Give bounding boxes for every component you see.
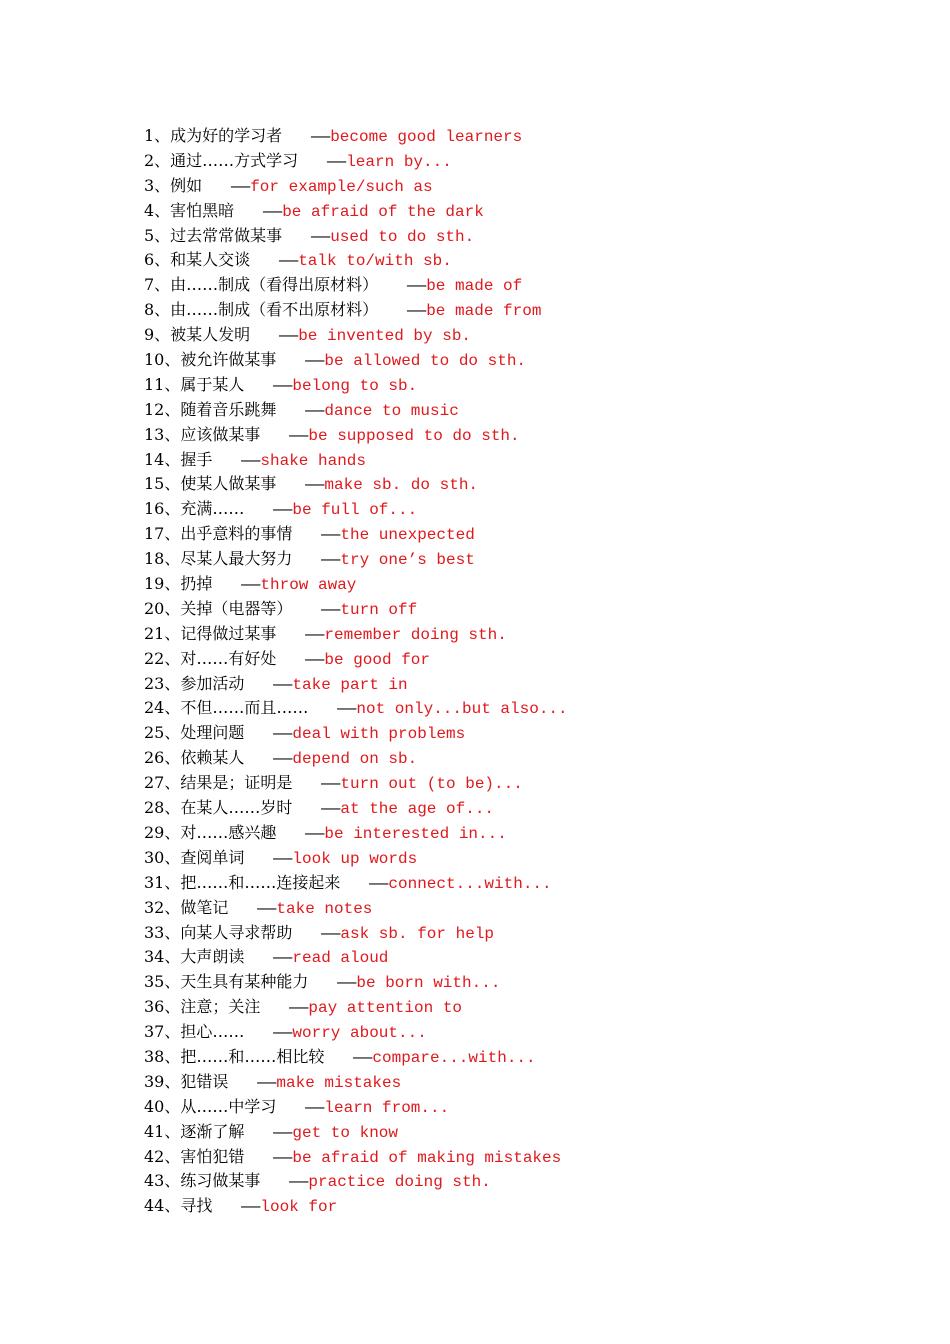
- english-phrase: at the age of...: [340, 800, 495, 819]
- english-phrase: deal with problems: [292, 725, 466, 744]
- chinese-phrase: 36、注意；关注: [144, 997, 261, 1017]
- separator-dash: ——: [212, 451, 261, 470]
- separator-dash: ——: [308, 700, 357, 719]
- chinese-phrase: 23、参加活动: [144, 673, 245, 693]
- english-phrase: become good learners: [330, 128, 523, 146]
- chinese-phrase: 44、寻找: [144, 1196, 213, 1216]
- separator-dash: ——: [228, 1073, 277, 1092]
- phrase-entry: [144, 696, 924, 721]
- phrase-entry: [144, 398, 924, 423]
- chinese-phrase: 37、担心……: [144, 1022, 245, 1042]
- chinese-phrase: 29、对……感兴趣: [144, 822, 277, 842]
- separator-dash: ——: [244, 1123, 293, 1142]
- english-phrase: take notes: [276, 899, 373, 918]
- separator-dash: ——: [260, 999, 309, 1018]
- phrase-entry: [144, 647, 924, 672]
- separator-dash: ——: [244, 725, 293, 744]
- english-phrase: shake hands: [260, 451, 367, 470]
- chinese-phrase: 19、扔掉: [144, 574, 213, 594]
- separator-dash: ——: [212, 576, 261, 595]
- separator-dash: ——: [250, 252, 299, 271]
- chinese-phrase: 24、不但……而且……: [144, 698, 309, 718]
- chinese-phrase: 32、做笔记: [144, 897, 229, 917]
- chinese-phrase: 22、对……有好处: [144, 648, 277, 668]
- separator-dash: ——: [340, 874, 389, 893]
- chinese-phrase: 33、向某人寻求帮助: [144, 922, 293, 942]
- english-phrase: make sb. do sth.: [324, 476, 479, 495]
- english-phrase: be born with...: [356, 974, 501, 993]
- english-phrase: be supposed to do sth.: [308, 426, 520, 445]
- phrase-entry: [144, 298, 924, 323]
- phrase-entry: [144, 1169, 924, 1194]
- phrase-entry: [144, 1095, 924, 1120]
- chinese-phrase: 31、把……和……连接起来: [144, 872, 341, 892]
- phrase-entry: [144, 124, 924, 149]
- separator-dash: ——: [202, 177, 251, 196]
- separator-dash: ——: [292, 600, 341, 619]
- english-phrase: be made of: [426, 277, 523, 296]
- phrase-entry: [144, 622, 924, 647]
- phrase-entry: [144, 746, 924, 771]
- chinese-phrase: 1、成为好的学习者: [144, 126, 283, 145]
- english-phrase: connect...with...: [388, 874, 552, 893]
- phrase-entry: [144, 672, 924, 697]
- chinese-phrase: 17、出乎意料的事情: [144, 524, 293, 544]
- english-phrase: be invented by sb.: [298, 327, 472, 346]
- phrase-entry: [144, 1045, 924, 1070]
- separator-dash: ——: [292, 551, 341, 570]
- chinese-phrase: 21、记得做过某事: [144, 623, 277, 643]
- chinese-phrase: 27、结果是；证明是: [144, 773, 293, 793]
- english-phrase: turn off: [340, 600, 418, 619]
- phrase-entry: [144, 149, 924, 174]
- english-phrase: ask sb. for help: [340, 924, 495, 943]
- phrase-entry: [144, 921, 924, 946]
- english-phrase: worry about...: [292, 1024, 427, 1043]
- english-phrase: turn out (to be)...: [340, 775, 523, 794]
- english-phrase: not only...but also...: [356, 700, 568, 719]
- separator-dash: ——: [292, 775, 341, 794]
- phrase-entry: [144, 323, 924, 348]
- separator-dash: ——: [250, 327, 299, 346]
- separator-dash: ——: [244, 1148, 293, 1167]
- english-phrase: depend on sb.: [292, 750, 418, 769]
- english-phrase: remember doing sth.: [324, 625, 507, 644]
- separator-dash: ——: [292, 800, 341, 819]
- english-phrase: the unexpected: [340, 526, 475, 545]
- chinese-phrase: 7、由……制成（看得出原材料）: [144, 275, 379, 295]
- phrase-entry: [144, 721, 924, 746]
- chinese-phrase: 2、通过……方式学习: [144, 150, 299, 170]
- english-phrase: get to know: [292, 1123, 399, 1142]
- english-phrase: be made from: [426, 302, 542, 321]
- english-phrase: be interested in...: [324, 824, 507, 843]
- english-phrase: talk to/with sb.: [298, 252, 452, 271]
- chinese-phrase: 14、握手: [144, 449, 213, 469]
- separator-dash: ——: [244, 376, 293, 395]
- chinese-phrase: 5、过去常常做某事: [144, 225, 283, 245]
- phrase-entry: [144, 871, 924, 896]
- english-phrase: learn by...: [346, 152, 452, 171]
- phrase-entry: [144, 472, 924, 497]
- english-phrase: be allowed to do sth.: [324, 352, 527, 371]
- phrase-entry: [144, 995, 924, 1020]
- english-phrase: learn from...: [324, 1098, 450, 1117]
- separator-dash: ——: [234, 202, 283, 221]
- english-phrase: look up words: [292, 849, 418, 868]
- separator-dash: ——: [378, 277, 427, 296]
- separator-dash: ——: [244, 675, 293, 694]
- english-phrase: pay attention to: [308, 999, 463, 1018]
- english-phrase: for example/such as: [250, 177, 433, 196]
- english-phrase: read aloud: [292, 949, 389, 968]
- chinese-phrase: 6、和某人交谈: [144, 250, 251, 270]
- chinese-phrase: 28、在某人……岁时: [144, 798, 293, 818]
- chinese-phrase: 18、尽某人最大努力: [144, 549, 293, 569]
- phrase-entry: [144, 248, 924, 273]
- chinese-phrase: 26、依赖某人: [144, 748, 245, 768]
- english-phrase: compare...with...: [372, 1048, 536, 1067]
- chinese-phrase: 34、大声朗读: [144, 947, 245, 967]
- phrase-entry: [144, 547, 924, 572]
- chinese-phrase: 42、害怕犯错: [144, 1146, 245, 1166]
- phrase-entry: [144, 771, 924, 796]
- english-phrase: take part in: [292, 675, 408, 694]
- english-phrase: be good for: [324, 650, 431, 669]
- chinese-phrase: 39、犯错误: [144, 1071, 229, 1091]
- separator-dash: ——: [244, 501, 293, 520]
- chinese-phrase: 20、关掉（电器等）: [144, 598, 293, 618]
- separator-dash: ——: [292, 924, 341, 943]
- separator-dash: ——: [244, 750, 293, 769]
- chinese-phrase: 4、害怕黑暗: [144, 200, 235, 220]
- chinese-phrase: 15、使某人做某事: [144, 474, 277, 494]
- separator-dash: ——: [276, 352, 325, 371]
- phrase-entry: [144, 945, 924, 970]
- phrase-entry: [144, 821, 924, 846]
- separator-dash: ——: [276, 401, 325, 420]
- phrase-entry: [144, 448, 924, 473]
- phrase-entry: [144, 273, 924, 298]
- phrase-entry: [144, 597, 924, 622]
- phrase-entry: [144, 970, 924, 995]
- english-phrase: look for: [260, 1198, 338, 1217]
- phrase-entry: [144, 1145, 924, 1170]
- phrase-entry: [144, 796, 924, 821]
- separator-dash: ——: [378, 302, 427, 321]
- chinese-phrase: 10、被允许做某事: [144, 350, 277, 370]
- separator-dash: ——: [244, 1024, 293, 1043]
- phrase-entry: [144, 174, 924, 199]
- separator-dash: ——: [308, 974, 357, 993]
- english-phrase: be afraid of the dark: [282, 202, 484, 221]
- chinese-phrase: 13、应该做某事: [144, 424, 261, 444]
- separator-dash: ——: [260, 1173, 309, 1192]
- phrase-list: [144, 124, 924, 1219]
- phrase-entry: [144, 497, 924, 522]
- separator-dash: ——: [244, 849, 293, 868]
- chinese-phrase: 38、把……和……相比较: [144, 1046, 325, 1066]
- english-phrase: try one’s best: [340, 551, 475, 570]
- separator-dash: ——: [276, 824, 325, 843]
- separator-dash: ——: [324, 1048, 373, 1067]
- phrase-entry: [144, 572, 924, 597]
- separator-dash: ——: [298, 152, 347, 171]
- english-phrase: be afraid of making mistakes: [292, 1148, 562, 1167]
- phrase-entry: [144, 896, 924, 921]
- chinese-phrase: 8、由……制成（看不出原材料）: [144, 300, 379, 320]
- phrase-entry: [144, 423, 924, 448]
- phrase-entry: [144, 199, 924, 224]
- separator-dash: ——: [276, 625, 325, 644]
- english-phrase: belong to sb.: [292, 376, 418, 395]
- phrase-entry: [144, 1194, 924, 1219]
- phrase-entry: [144, 1020, 924, 1045]
- separator-dash: ——: [276, 1098, 325, 1117]
- chinese-phrase: 16、充满……: [144, 499, 245, 519]
- english-phrase: dance to music: [324, 401, 459, 420]
- phrase-entry: [144, 1070, 924, 1095]
- chinese-phrase: 41、逐渐了解: [144, 1121, 245, 1141]
- separator-dash: ——: [276, 650, 325, 669]
- phrase-entry: [144, 522, 924, 547]
- phrase-entry: [144, 373, 924, 398]
- english-phrase: throw away: [260, 576, 357, 595]
- phrase-entry: [144, 846, 924, 871]
- english-phrase: be full of...: [292, 501, 418, 520]
- chinese-phrase: 30、查阅单词: [144, 847, 245, 867]
- separator-dash: ——: [228, 899, 277, 918]
- english-phrase: used to do sth.: [330, 227, 475, 246]
- separator-dash: ——: [244, 949, 293, 968]
- separator-dash: ——: [292, 526, 341, 545]
- english-phrase: make mistakes: [276, 1073, 402, 1092]
- separator-dash: ——: [276, 476, 325, 495]
- chinese-phrase: 12、随着音乐跳舞: [144, 399, 277, 419]
- phrase-entry: [144, 224, 924, 249]
- chinese-phrase: 9、被某人发明: [144, 325, 251, 345]
- phrase-entry: [144, 1120, 924, 1145]
- chinese-phrase: 3、例如: [144, 175, 203, 195]
- chinese-phrase: 35、天生具有某种能力: [144, 972, 309, 992]
- chinese-phrase: 43、练习做某事: [144, 1171, 261, 1191]
- chinese-phrase: 11、属于某人: [144, 374, 245, 394]
- chinese-phrase: 25、处理问题: [144, 723, 245, 743]
- separator-dash: ——: [260, 426, 309, 445]
- separator-dash: ——: [282, 128, 331, 146]
- phrase-entry: [144, 348, 924, 373]
- english-phrase: practice doing sth.: [308, 1173, 491, 1192]
- chinese-phrase: 40、从……中学习: [144, 1096, 277, 1116]
- separator-dash: ——: [212, 1198, 261, 1217]
- separator-dash: ——: [282, 227, 331, 246]
